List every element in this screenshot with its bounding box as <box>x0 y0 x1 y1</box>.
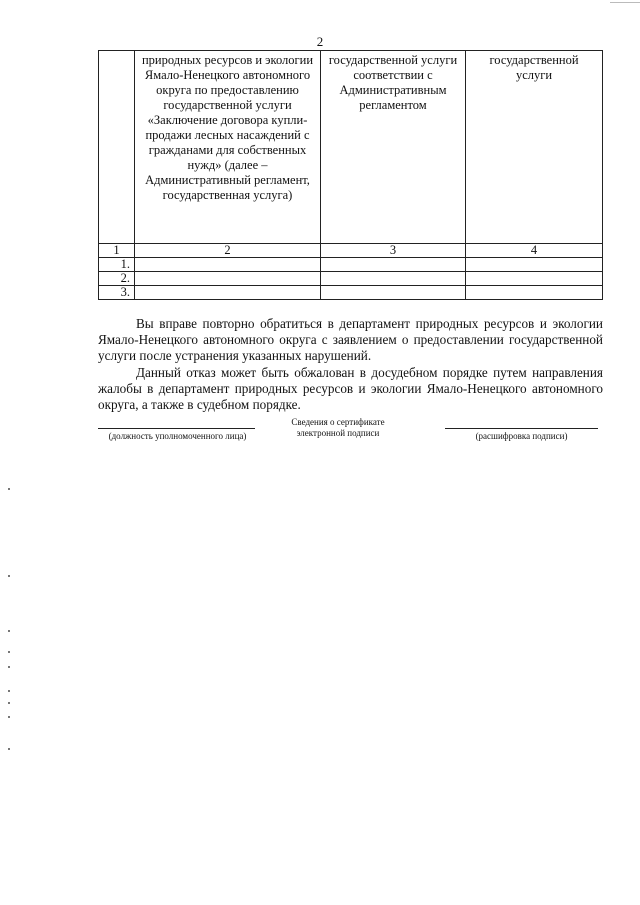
scan-margin-mark <box>8 575 10 577</box>
header-cell-3: государственной услуги соответствии с Административным регламентом <box>321 51 466 244</box>
decoding-signature-line <box>445 428 598 429</box>
scan-margin-mark <box>8 630 10 632</box>
position-caption: (должность уполномоченного лица) <box>108 431 247 441</box>
table-row <box>99 258 603 272</box>
column-number: 3 <box>321 244 466 258</box>
table-cell <box>321 286 466 300</box>
row-number: 2. <box>99 272 135 286</box>
table-cell <box>466 258 603 272</box>
header-cell-1 <box>99 51 135 244</box>
scan-margin-mark <box>8 690 10 692</box>
column-number-row <box>99 244 603 258</box>
scan-margin-mark <box>8 651 10 653</box>
table-cell <box>466 286 603 300</box>
reapply-paragraph: Вы вправе повторно обратиться в департамент природных ресурсов и экологии Ямало-Ненецкого автономного округа с заявлением о предоставлении государственной услуги после устранения указанных нарушений. <box>98 316 603 363</box>
header-cell-4: государственной услуги <box>466 51 603 244</box>
scan-margin-mark <box>8 716 10 718</box>
table-cell <box>466 272 603 286</box>
table-cell <box>321 272 466 286</box>
table-cell <box>135 286 321 300</box>
table-row <box>99 286 603 300</box>
column-number: 2 <box>135 244 321 258</box>
scan-margin-mark <box>8 488 10 490</box>
table-cell <box>135 258 321 272</box>
column-number: 4 <box>466 244 603 258</box>
scan-margin-mark <box>8 748 10 750</box>
page-corner-mark <box>610 2 640 3</box>
table-header-row <box>99 51 603 244</box>
table-cell <box>321 258 466 272</box>
scan-margin-mark <box>8 702 10 704</box>
row-number: 1. <box>99 258 135 272</box>
header-cell-2: природных ресурсов и экологии Ямало-Ненецкого автономного округа по предоставлению государственной услуги «Заключение договора купли-продажи лесных насаждений с гражданами для собственных нужд» (далее – Административный регламент, государственная услуга) <box>135 51 321 244</box>
page-number: 2 <box>316 34 324 49</box>
table-row <box>99 272 603 286</box>
form-table <box>98 50 603 300</box>
position-signature-line <box>98 428 255 429</box>
appeal-paragraph: Данный отказ может быть обжалован в досудебном порядке путем направления жалобы в департамент природных ресурсов и экологии Ямало-Ненецкого автономного округа, а также в судебном порядке. <box>98 365 603 412</box>
certificate-caption: Сведения о сертификате электронной подписи <box>291 417 385 438</box>
decoding-caption: (расшифровка подписи) <box>475 431 568 441</box>
row-number: 3. <box>99 286 135 300</box>
scan-margin-mark <box>8 666 10 668</box>
table-cell <box>135 272 321 286</box>
column-number: 1 <box>99 244 135 258</box>
